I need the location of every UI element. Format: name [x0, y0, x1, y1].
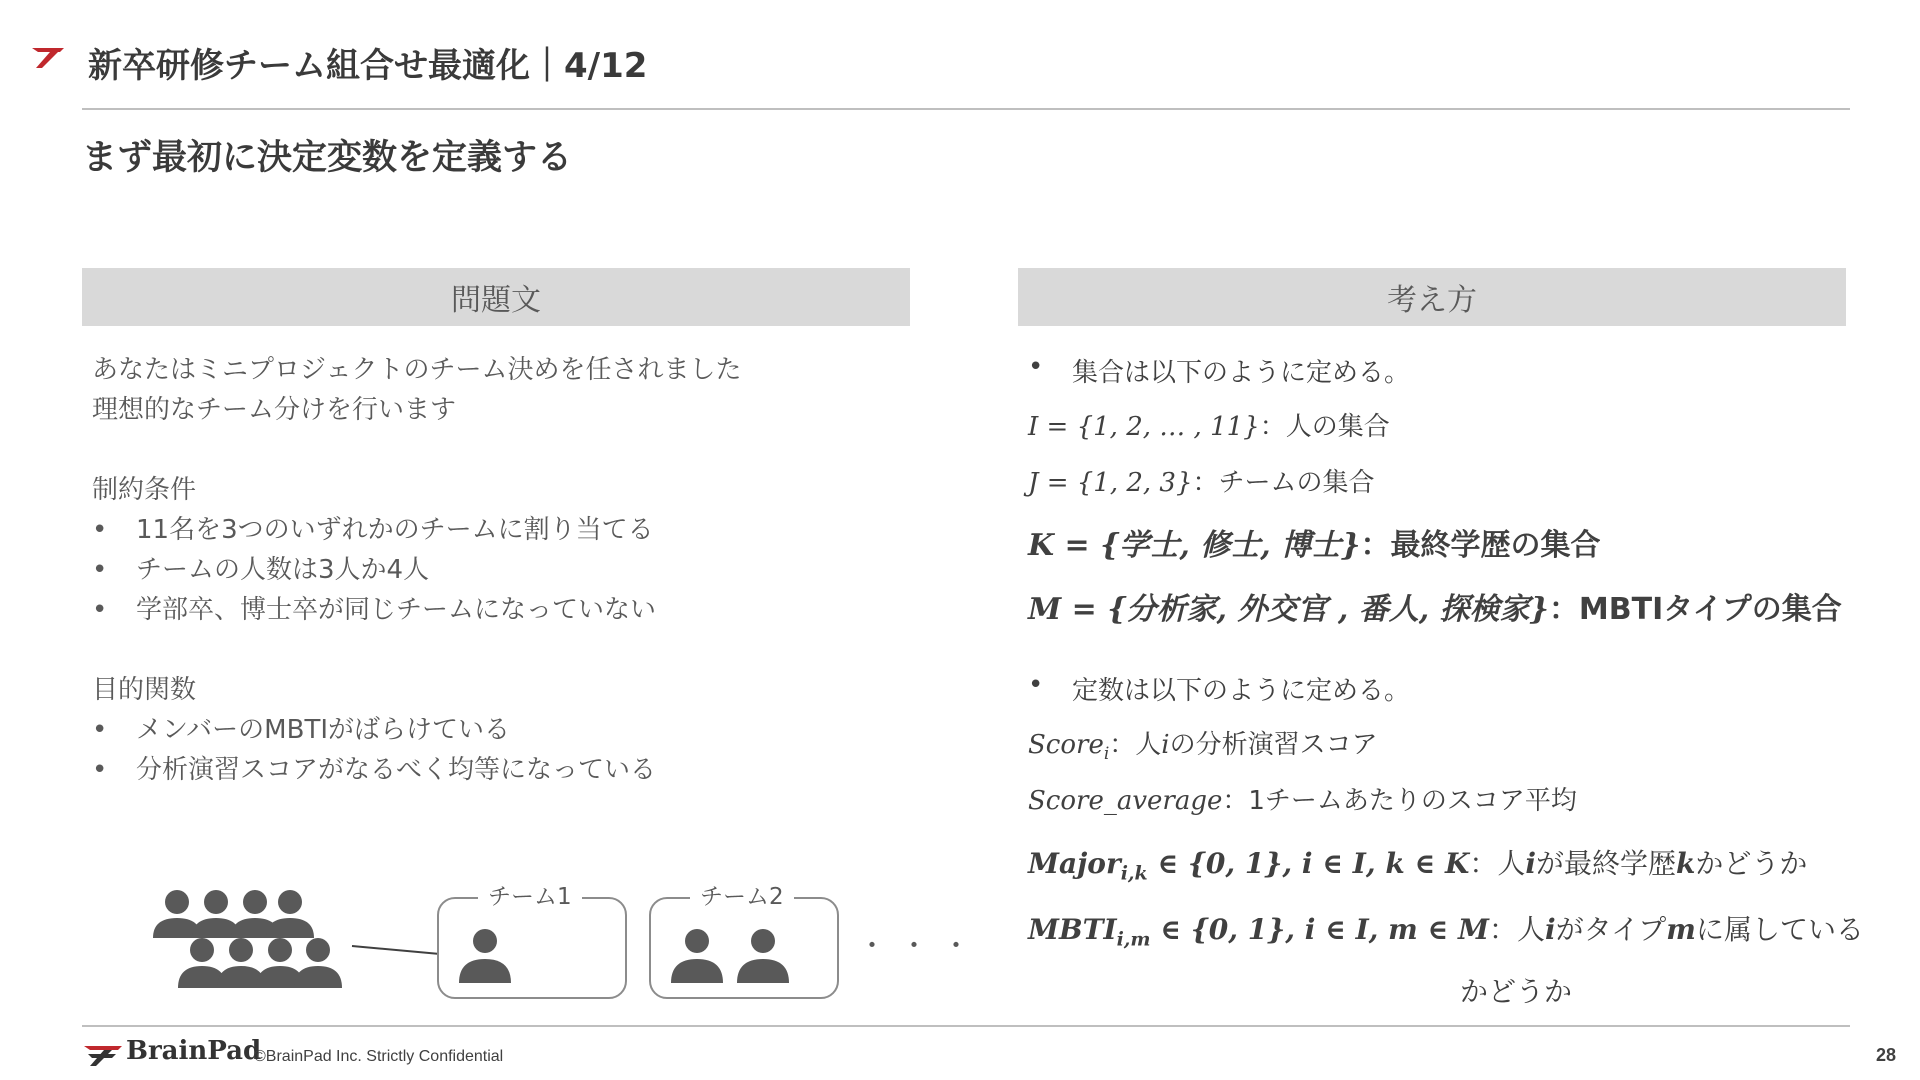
set-m-definition: M = {分析家, 外交官 , 番人, 探検家}：MBTIタイプの集合 [1028, 592, 1842, 627]
list-item: • メンバーのMBTIがばらけている [92, 715, 510, 745]
score-i-definition: Score$_i$：人iの分析演習スコア [1028, 730, 1378, 765]
more-teams-ellipsis: ・・・ [858, 929, 985, 962]
team-2-label: チーム2 [690, 878, 794, 911]
page-number: 28 [1875, 1045, 1896, 1065]
footer-brand: BrainPad [126, 1036, 262, 1066]
constants-bullet: • 定数は以下のように定める。 [1028, 670, 1411, 706]
list-item: • チームの人数は3人か4人 [92, 555, 430, 585]
mbti-variable-definition: $MBTI_{i,m}$ ∈ {0, 1}, i ∈ I, m ∈ M：人iがタイプmに属している [1028, 913, 1864, 951]
header-divider [82, 108, 1850, 110]
list-item: • 分析演習スコアがなるべく均等になっている [92, 755, 657, 785]
team-assignment-diagram [140, 870, 985, 1010]
objective-title: 目的関数 [92, 675, 197, 705]
constraints-title: 制約条件 [92, 475, 197, 505]
brainpad-footer-logo-icon [82, 1040, 126, 1068]
problem-panel-heading: 問題文 [82, 268, 910, 326]
person-icon [455, 927, 515, 987]
team-1-box [437, 897, 627, 999]
person-icon [733, 927, 793, 987]
problem-statement [92, 350, 912, 790]
page-title: 新卒研修チーム組合せ最適化｜4/12 [88, 46, 648, 86]
approach-panel-heading: 考え方 [1018, 268, 1846, 326]
people-group-icon [150, 886, 350, 1006]
slide-subtitle: まず最初に決定変数を定義する [82, 138, 573, 178]
list-item: • 11名を3つのいずれかのチームに割り当てる [92, 515, 654, 545]
set-j-definition: J = {1, 2, 3}：チームの集合 [1028, 468, 1375, 498]
intro-line-1: あなたはミニプロジェクトのチーム決めを任されました [92, 355, 742, 385]
brainpad-logo-icon [30, 44, 66, 70]
set-i-definition: I = {1, 2, … , 11}：人の集合 [1028, 412, 1390, 442]
intro-line-2: 理想的なチーム分けを行います [92, 395, 457, 425]
major-variable-definition: Major$_{i,k}$ ∈ {0, 1}, i ∈ I, k ∈ K：人iが最終学歴kかどうか [1028, 847, 1808, 885]
team-2-box [649, 897, 839, 999]
set-k-definition: K = {学士, 修士, 博士}：最終学歴の集合 [1028, 528, 1601, 563]
mbti-variable-definition-cont: かどうか [1460, 975, 1573, 1008]
person-icon [667, 927, 727, 987]
team-1-label: チーム1 [478, 878, 582, 911]
footer-copyright: ©BrainPad Inc. Strictly Confidential [254, 1048, 504, 1065]
list-item: • 学部卒、博士卒が同じチームになっていない [92, 595, 657, 625]
sets-bullet: • 集合は以下のように定める。 [1028, 352, 1411, 388]
score-average-definition: Score_average：1チームあたりのスコア平均 [1028, 786, 1577, 816]
footer-divider [82, 1025, 1850, 1027]
